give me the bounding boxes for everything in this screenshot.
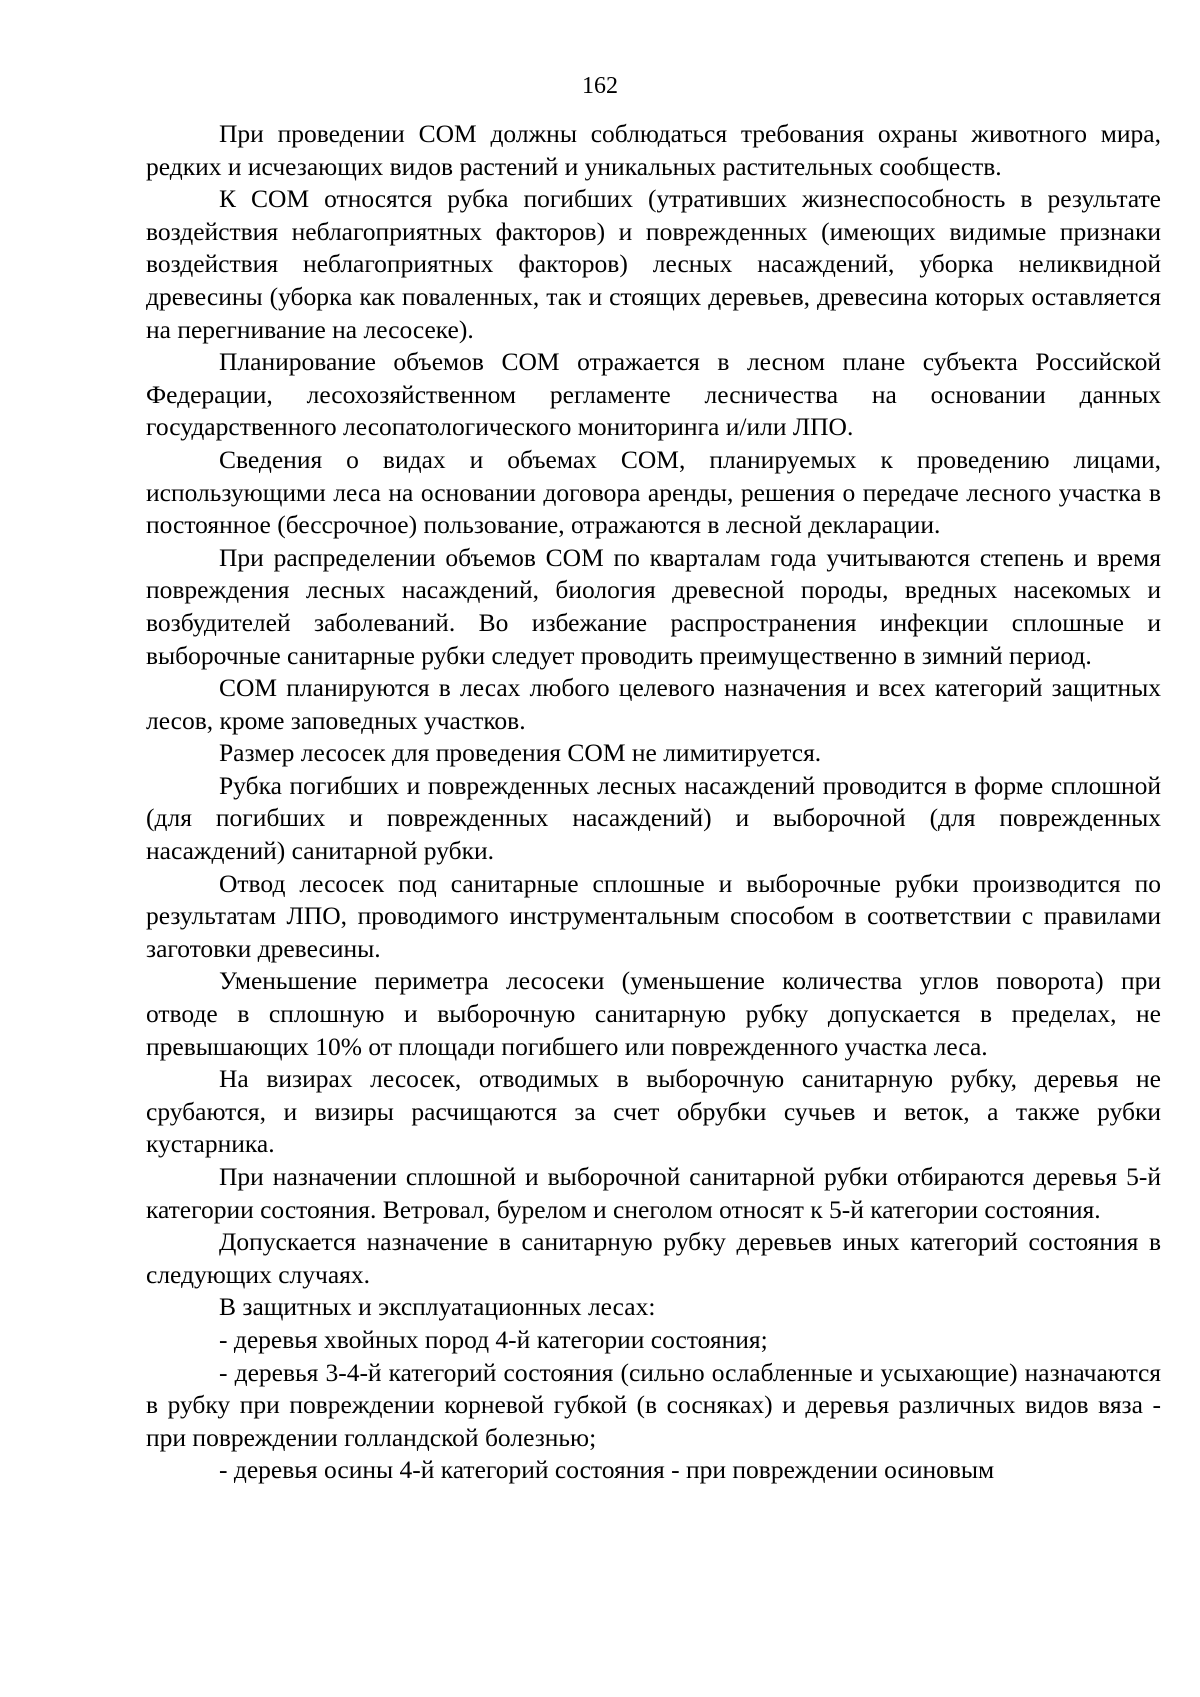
paragraph: При назначении сплошной и выборочной санитарной рубки отбираются деревья 5-й категории состояния. Ветровал, бурелом и снеголом относят к 5-й категории состояния. [146,1162,1161,1224]
paragraph: Допускается назначение в санитарную рубку деревьев иных категорий состояния в следующих случаях. [146,1227,1161,1289]
paragraph: Рубка погибших и поврежденных лесных насаждений проводится в форме сплошной (для погибших и поврежденных насаждений) и выборочной (для поврежденных насаждений) санитарной рубки. [146,770,1161,866]
paragraph: Планирование объемов СОМ отражается в лесном плане субъекта Российской Федерации, лесохозяйственном регламенте лесничества на основании данных государственного лесопатологического мониторинга и/или ЛПО. [146,347,1161,442]
paragraph: Уменьшение периметра лесосеки (уменьшение количества углов поворота) при отводе в сплошную и выборочную санитарную рубку допускается в пределах, не превышающих 10% от площади погибшего или поврежденного участка леса. [146,966,1161,1061]
paragraph: При проведении СОМ должны соблюдаться требования охраны животного мира, редких и исчезающих видов растений и уникальных растительных сообществ. [146,119,1161,181]
paragraph: Размер лесосек для проведения СОМ не лимитируется. [219,738,822,768]
paragraph: При распределении объемов СОМ по кварталам года учитываются степень и время повреждения лесных насаждений, биология древесной породы, вредных насекомых и возбудителей заболеваний. Во избежание распространения инфекции сплошные и выборочные санитарные рубки следует проводить преимущественно в зимний период. [146,542,1161,670]
document-body [146,118,1161,1487]
paragraph: Отвод лесосек под санитарные сплошные и выборочные рубки производится по результатам ЛПО, проводимого инструментальным способом в соответствии с правилами заготовки древесины. [146,868,1161,963]
paragraph: Сведения о видах и объемах СОМ, планируемых к проведению лицами, использующими леса на основании договора аренды, решения о передаче лесного участка в постоянное (бессрочное) пользование, отражаются в лесной декларации. [146,444,1161,540]
paragraph: К СОМ относятся рубка погибших (утративших жизнеспособность в результате воздействия неблагоприятных факторов) и поврежденных (имеющих видимые признаки воздействия неблагоприятных факторов) лесных насаждений, уборка неликвидной древесины (уборка как поваленных, так и стоящих деревьев, древесина которых оставляется на перегнивание на лесосеке). [146,184,1161,344]
page-number: 162 [582,73,618,99]
paragraph: На визирах лесосек, отводимых в выборочную санитарную рубку, деревья не срубаются, и визиры расчищаются за счет обрубки сучьев и веток, а также рубки кустарника. [146,1064,1161,1159]
paragraph: СОМ планируются в лесах любого целевого назначения и всех категорий защитных лесов, кроме заповедных участков. [146,673,1161,735]
list-item: - деревья осины 4-й категорий состояния - при повреждении осиновым [219,1455,995,1485]
paragraph: В защитных и эксплуатационных лесах: [219,1292,656,1322]
list-item: - деревья хвойных пород 4-й категории состояния; [219,1324,768,1354]
list-item: - деревья 3-4-й категорий состояния (сильно ослабленные и усыхающие) назначаются в рубку при повреждении корневой губкой (в сосняках) и деревья различных видов вяза - при повреждении голландской болезнью; [146,1357,1161,1452]
